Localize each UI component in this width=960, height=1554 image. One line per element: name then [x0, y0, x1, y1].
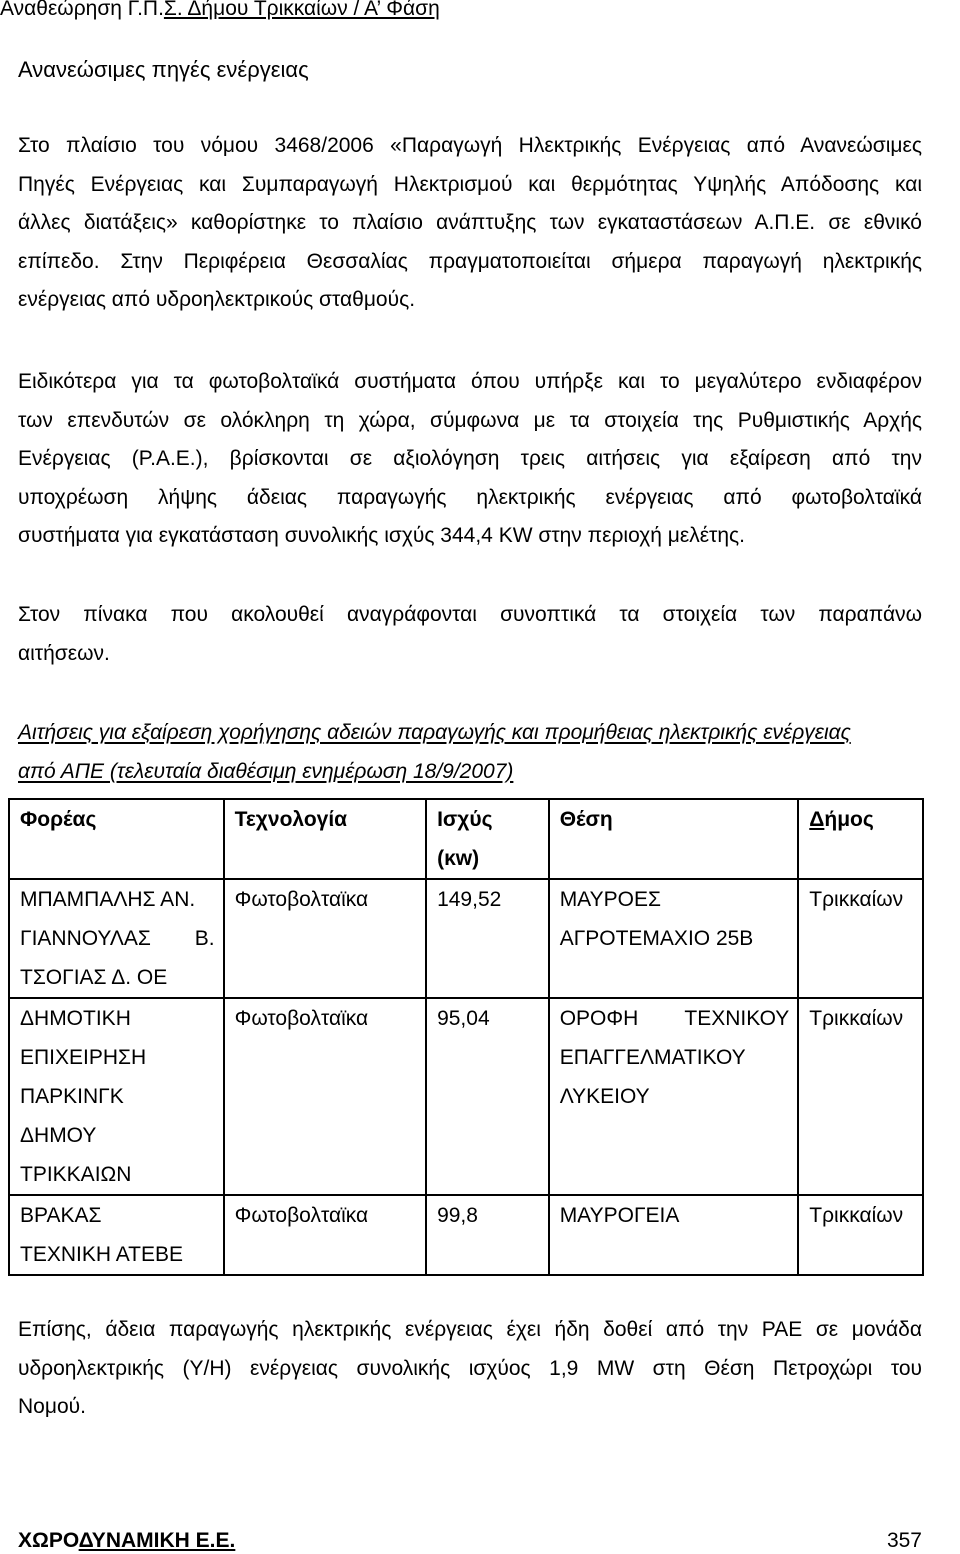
header-location: Θέση [549, 799, 799, 879]
cell-line: ΜΠΑΜΠΑΛΗΣ ΑΝ. [20, 888, 196, 911]
footer-company-underlined: ΔΥΝΑΜΙΚΗ Ε.Ε. [78, 1529, 236, 1552]
header-municipality-prefix: Δ [809, 808, 825, 831]
paragraph-line: άλλες διατάξεις» καθορίστηκε το πλαίσιο ανάπτυξης των εγκαταστάσεων Α.Π.Ε. σε εθνικό [18, 211, 922, 234]
table-header-row [9, 799, 923, 879]
cell-foreas [9, 879, 224, 998]
cell-line: ΤΕΧΝΙΚΗ ΑΤΕΒΕ [20, 1243, 183, 1266]
header-technology: Τεχνολογία [224, 799, 427, 879]
cell-municipality: Τρικκαίων [798, 1195, 923, 1275]
cell-line: ΔΗΜΟΤΙΚΗ [20, 1007, 131, 1030]
paragraph-line: επίπεδο. Στην Περιφέρεια Θεσσαλίας πραγματοποιείται σήμερα παραγωγή ηλεκτρικής [18, 249, 922, 273]
paragraph-line: ενέργειας από υδροηλεκτρικούς σταθμούς. [18, 288, 416, 311]
cell-technology: Φωτοβολταϊκα [224, 1195, 427, 1275]
paragraph-line: αιτήσεων. [18, 641, 110, 665]
paragraph-line: υποχρέωση λήψης άδειας παραγωγής ηλεκτρικής ενέργειας από φωτοβολταϊκά [18, 485, 922, 509]
paragraph-line: Ενέργειας (Ρ.Α.Ε.), βρίσκονται σε αξιολόγηση τρεις αιτήσεις για εξαίρεση από την [18, 447, 922, 470]
section-title: Ανανεώσιμες πηγές ενέργειας [18, 57, 309, 82]
paragraph-line: Επίσης, άδεια παραγωγής ηλεκτρικής ενέργειας έχει ήδη δοθεί από την ΡΑΕ σε μονάδα [18, 1318, 922, 1341]
cell-line: ΕΠΑΓΓΕΛΜΑΤΙΚΟΥ [559, 1046, 746, 1069]
paragraph-2 [18, 363, 922, 556]
cell-power: 95,04 [426, 998, 549, 1195]
table-row [9, 1195, 923, 1275]
paragraph-line: Νομού. [18, 1395, 86, 1418]
caption-line: Αιτήσεις για εξαίρεση χορήγησης αδειών παραγωγής και προμήθειας ηλεκτρικής ενέργειας [18, 721, 851, 744]
cell-line: ΑΓΡΟΤΕΜΑΧΙΟ 25Β [559, 927, 754, 950]
cell-line: ΠΑΡΚΙΝΓΚ [20, 1085, 124, 1108]
header-power-line2: (κw) [437, 847, 480, 870]
applications-table [8, 798, 924, 1276]
table-caption [18, 714, 922, 791]
cell-line: ΔΗΜΟΥ [20, 1124, 97, 1147]
paragraph-line: υδροηλεκτρικής (Υ/Η) ενέργειας συνολικής ισχύος 1,9 MW στη Θέση Πετροχώρι του [18, 1356, 922, 1380]
table-row [9, 879, 923, 998]
paragraph-line: Πηγές Ενέργειας και Συμπαραγωγή Ηλεκτρισμού και θερμότητας Υψηλής Απόδοσης και [18, 172, 922, 196]
header-power [426, 799, 549, 879]
caption-line: από ΑΠΕ (τελευταία διαθέσιμη ενημέρωση 18/9/2007) [18, 759, 514, 783]
paragraph-4 [18, 1311, 922, 1427]
paragraph-line: Στο πλαίσιο του νόμου 3468/2006 «Παραγωγή Ηλεκτρικής Ενέργειας από Ανανεώσιμες [18, 134, 922, 157]
header-power-line1: Ισχύς [437, 808, 493, 831]
cell-power: 99,8 [426, 1195, 549, 1275]
cell-technology: Φωτοβολταϊκα [224, 998, 427, 1195]
paragraph-1 [18, 127, 922, 320]
cell-line: ΜΑΥΡΟΓΕΙΑ [559, 1204, 680, 1227]
cell-foreas [9, 1195, 224, 1275]
cell-location [549, 879, 799, 998]
cell-line: ΟΡΟΦΗ ΤΕΧΝΙΚΟΥ [559, 1007, 790, 1030]
cell-line: ΓΙΑΝΝΟΥΛΑΣ Β. [20, 927, 215, 950]
cell-line: ΤΣΟΓΙΑΣ Δ. ΟΕ [20, 966, 168, 989]
footer-company-prefix: ΧΩΡΟ [18, 1529, 79, 1552]
paragraph-line: συστήματα για εγκατάσταση συνολικής ισχύς 344,4 KW στην περιοχή μελέτης. [18, 524, 745, 547]
cell-municipality: Τρικκαίων [798, 879, 923, 998]
cell-power: 149,52 [426, 879, 549, 998]
cell-location [549, 1195, 799, 1275]
page-header [0, 0, 440, 22]
cell-foreas [9, 998, 224, 1195]
cell-municipality: Τρικκαίων [798, 998, 923, 1195]
paragraph-3 [18, 596, 922, 673]
header-foreas: Φορέας [9, 799, 224, 879]
cell-location [549, 998, 799, 1195]
cell-line: ΤΡΙΚΚΑΙΩΝ [20, 1163, 132, 1186]
header-title-underlined: Σ. Δήμου Τρικκαίων / Α’ Φάση [163, 0, 440, 20]
paragraph-line: Στον πίνακα που ακολουθεί αναγράφονται συνοπτικά τα στοιχεία των παραπάνω [18, 603, 922, 626]
cell-line: ΒΡΑΚΑΣ [20, 1204, 102, 1227]
footer-company [18, 1528, 235, 1554]
page-number: 357 [886, 1529, 922, 1552]
paragraph-line: των επενδυτών σε ολόκληρη τη χώρα, σύμφωνα με τα στοιχεία της Ρυθμιστικής Αρχής [18, 408, 922, 432]
table-row [9, 998, 923, 1195]
cell-line: ΛΥΚΕΙΟΥ [559, 1085, 650, 1108]
cell-technology: Φωτοβολταϊκα [224, 879, 427, 998]
header-municipality-rest: ήμος [824, 808, 874, 831]
header-municipality [798, 799, 923, 879]
cell-line: ΕΠΙΧΕΙΡΗΣΗ [20, 1046, 147, 1069]
cell-line: ΜΑΥΡΟΕΣ [559, 888, 661, 911]
paragraph-line: Ειδικότερα για τα φωτοβολταϊκά συστήματα όπου υπήρξε και το μεγαλύτερο ενδιαφέρον [18, 370, 922, 393]
header-title-prefix: Αναθεώρηση Γ.Π. [0, 0, 164, 20]
